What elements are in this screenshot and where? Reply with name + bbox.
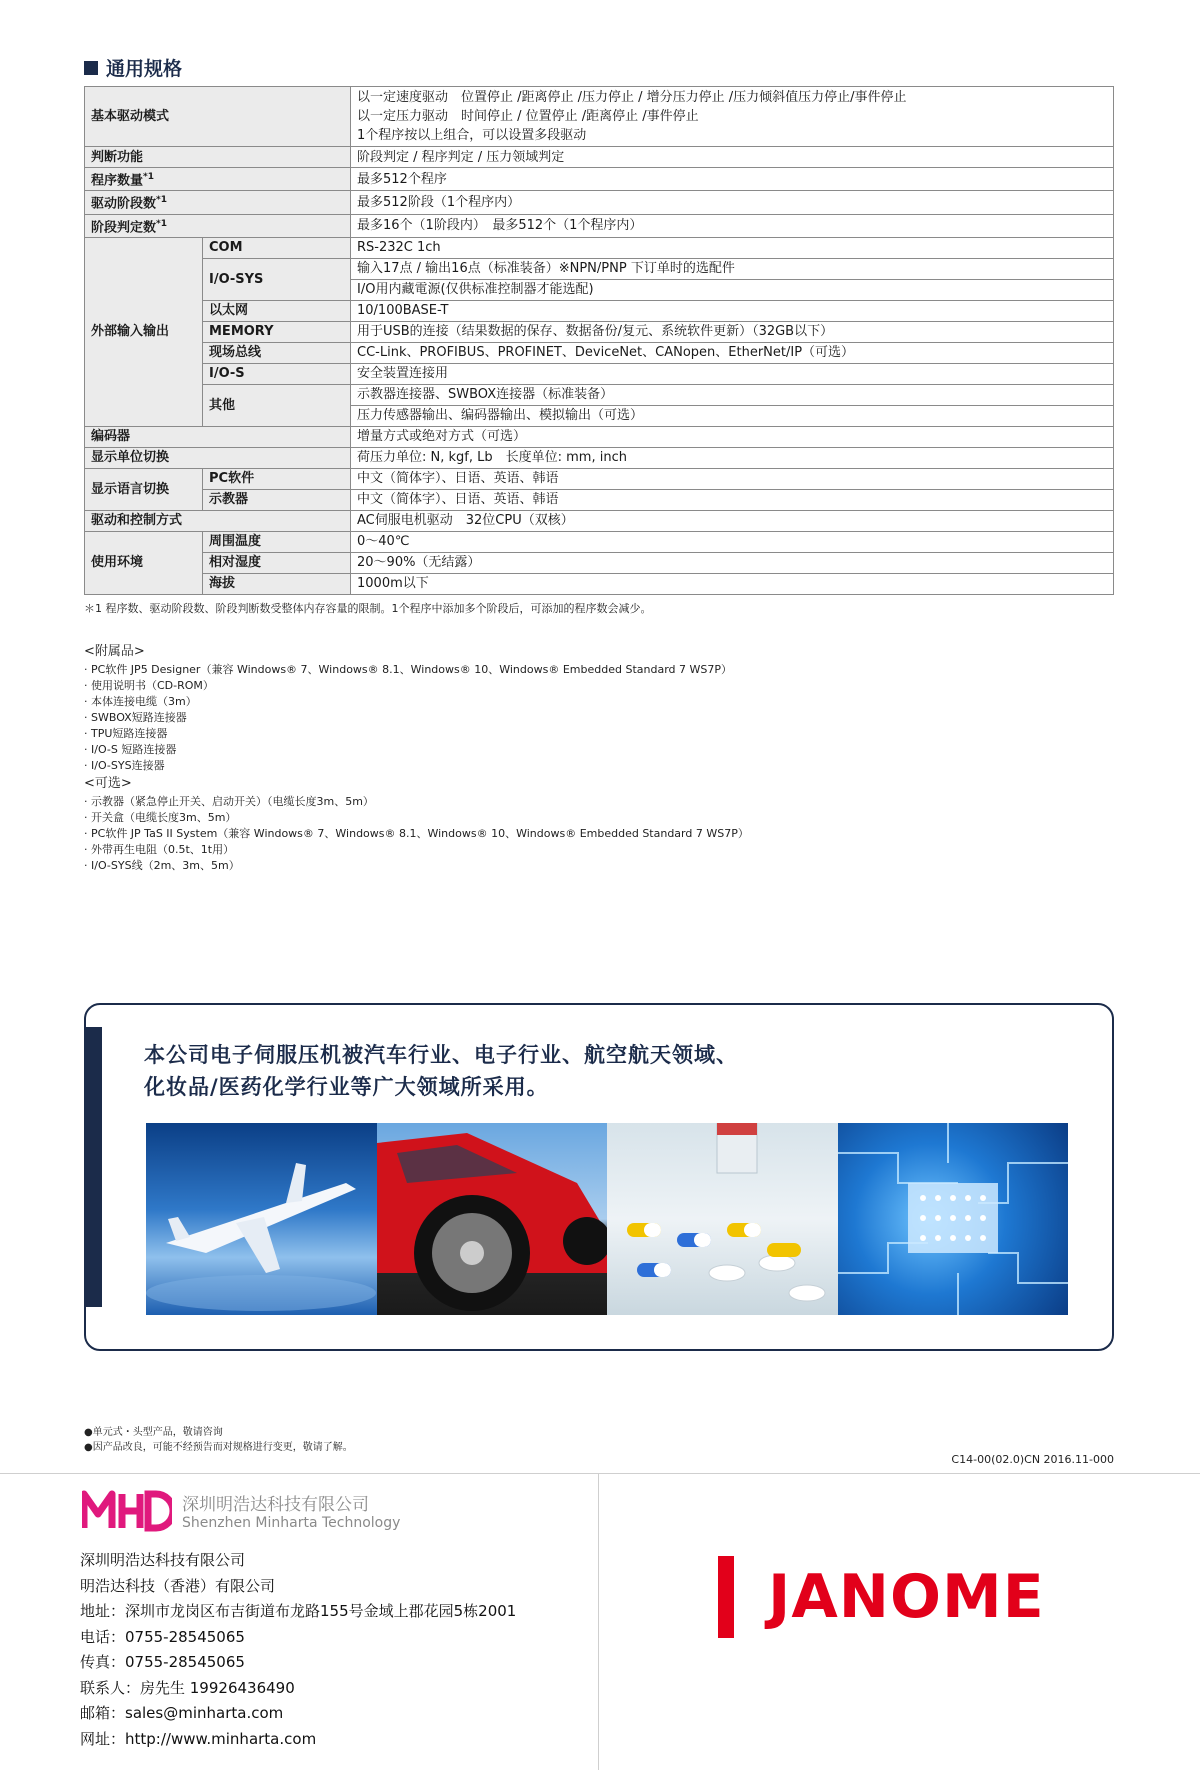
accessories-title: <附属品> xyxy=(84,644,145,659)
industry-headline xyxy=(144,1039,738,1103)
list-item: · 外带再生电阻（0.5t、1t用） xyxy=(84,842,749,858)
row-label xyxy=(85,214,351,237)
row-label: 编码器 xyxy=(85,426,351,447)
label-text: 驱动阶段数 xyxy=(91,196,157,212)
drive-mode-line: 1个程序按以上组合，可以设置多段驱动 xyxy=(357,128,587,143)
airplane-photo xyxy=(146,1123,377,1315)
list-item: · TPU短路连接器 xyxy=(84,726,749,742)
row-value: 1000m以下 xyxy=(351,573,1114,594)
list-item: · 使用说明书（CD-ROM） xyxy=(84,678,749,694)
contact-line: 地址：深圳市龙岗区布吉街道布龙路155号金域上郡花园5栋2001 xyxy=(80,1602,517,1620)
car-photo xyxy=(377,1123,608,1315)
sub-label: 现场总线 xyxy=(203,342,351,363)
row-value: RS-232C 1ch xyxy=(351,237,1114,258)
medicine-photo xyxy=(607,1123,838,1315)
table-row xyxy=(85,321,1114,342)
contact-line: 明浩达科技（香港）有限公司 xyxy=(80,1576,276,1595)
list-item: · PC软件 JP TaS II System（兼容 Windows® 7、Windows® 8.1、Windows® 10、Windows® Embedded Standard 7 WS7P） xyxy=(84,826,749,842)
options-list xyxy=(84,794,749,874)
row-label: 使用环境 xyxy=(85,531,203,594)
table-row xyxy=(85,573,1114,594)
list-item: · PC软件 JP5 Designer（兼容 Windows® 7、Windows® 8.1、Windows® 10、Windows® Embedded Standard 7 WS7P） xyxy=(84,662,749,678)
row-label xyxy=(85,191,351,214)
contact-line: 传真：0755-28545065 xyxy=(80,1653,245,1671)
list-item: · 示教器（紧急停止开关、启动开关）（电缆长度3m、5m） xyxy=(84,794,749,810)
drive-mode-line: 以一定速度驱动 位置停止 /距离停止 /压力停止 / 增分压力停止 /压力倾斜值压力停止/事件停止 xyxy=(357,90,907,105)
row-value: 安全装置连接用 xyxy=(351,363,1114,384)
company-name-en: Shenzhen Minharta Technology xyxy=(182,1514,401,1531)
row-value: 阶段判定 / 程序判定 / 压力领域判定 xyxy=(351,147,1114,168)
sub-label: 示教器 xyxy=(203,489,351,510)
notes xyxy=(84,1425,353,1455)
table-row xyxy=(85,510,1114,531)
industry-photo-strip xyxy=(146,1123,1068,1315)
accessories-list xyxy=(84,662,749,774)
row-value: 0～40℃ xyxy=(351,531,1114,552)
pills-icon xyxy=(607,1123,837,1315)
row-value: 中文（简体字）、日语、英语、韩语 xyxy=(351,468,1114,489)
circuit-photo xyxy=(838,1123,1069,1315)
table-row xyxy=(85,342,1114,363)
row-label: 基本驱动模式 xyxy=(85,87,351,147)
list-item: · 本体连接电缆（3m） xyxy=(84,694,749,710)
table-row xyxy=(85,214,1114,237)
footnote-mark: *1 xyxy=(156,195,167,206)
accent-bar xyxy=(86,1027,102,1307)
row-label: 判断功能 xyxy=(85,147,351,168)
section-title xyxy=(84,54,182,81)
contact-line: 电话：0755-28545065 xyxy=(80,1627,245,1646)
row-label: 外部输入输出 xyxy=(85,237,203,426)
table-row xyxy=(85,363,1114,384)
sub-label: COM xyxy=(203,237,351,258)
row-value: 增量方式或绝对方式（可选） xyxy=(351,426,1114,447)
list-item: · I/O-S 短路连接器 xyxy=(84,742,749,758)
table-row xyxy=(85,258,1114,279)
footer-divider-vertical xyxy=(598,1473,599,1770)
headline-line: 本公司电子伺服压机被汽车行业、电子行业、航空航天领域、 xyxy=(144,1043,738,1067)
table-row xyxy=(85,447,1114,468)
list-item: · 开关盒（电缆长度3m、5m） xyxy=(84,810,749,826)
table-row xyxy=(85,426,1114,447)
row-label: 显示单位切换 xyxy=(85,447,351,468)
table-row xyxy=(85,468,1114,489)
footer-divider xyxy=(0,1473,1200,1474)
note-line: ●单元式・头型产品，敬请咨询 xyxy=(84,1427,223,1438)
list-item: · I/O-SYS线（2m、3m、5m） xyxy=(84,858,749,874)
contact-block xyxy=(80,1548,516,1752)
sub-label: 相对湿度 xyxy=(203,552,351,573)
circuit-icon xyxy=(838,1123,1068,1315)
sub-label: 以太网 xyxy=(203,300,351,321)
row-value: CC-Link、PROFIBUS、PROFINET、DeviceNet、CANopen、EtherNet/IP（可选） xyxy=(351,342,1114,363)
row-value: AC伺服电机驱动 32位CPU（双核） xyxy=(351,510,1114,531)
table-row xyxy=(85,237,1114,258)
table-row xyxy=(85,489,1114,510)
row-value xyxy=(351,87,1114,147)
car-icon xyxy=(377,1123,607,1315)
row-value: 示教器连接器、SWBOX连接器（标准装备） xyxy=(351,384,1114,405)
sub-label: I/O-SYS xyxy=(203,258,351,300)
contact-line: 深圳明浩达科技有限公司 xyxy=(80,1551,246,1569)
headline-line: 化妆品/医药化学行业等广大领域所采用。 xyxy=(144,1075,549,1099)
row-value: 压力传感器输出、编码器输出、模拟输出（可选） xyxy=(351,405,1114,426)
table-row xyxy=(85,300,1114,321)
table-row xyxy=(85,552,1114,573)
section-title-text: 通用规格 xyxy=(106,58,183,80)
options-title: <可选> xyxy=(84,776,132,791)
row-value: 20～90%（无结露） xyxy=(351,552,1114,573)
footnote-mark: *1 xyxy=(143,172,154,182)
airplane-icon xyxy=(146,1123,376,1315)
contact-line: 联系人：房先生 19926436490 xyxy=(80,1678,295,1697)
mhd-company-name xyxy=(182,1490,400,1531)
sub-label: 其他 xyxy=(203,384,351,426)
table-row xyxy=(85,531,1114,552)
sub-label: 周围温度 xyxy=(203,531,351,552)
drive-mode-line: 以一定压力驱动 时间停止 / 位置停止 /距离停止 /事件停止 xyxy=(357,109,699,124)
row-value: 最多512阶段（1个程序内） xyxy=(351,191,1114,214)
row-value: 中文（简体字）、日语、英语、韩语 xyxy=(351,489,1114,510)
spec-table xyxy=(84,86,1114,595)
industry-panel xyxy=(84,1003,1114,1351)
contact-line: 网址：http://www.minharta.com xyxy=(80,1729,317,1748)
row-label xyxy=(85,168,351,191)
label-text: 阶段判定数 xyxy=(91,219,157,235)
company-name-cn: 深圳明浩达科技有限公司 xyxy=(182,1494,369,1515)
sub-label: 海拔 xyxy=(203,573,351,594)
table-footnote: ＊1 程序数、驱动阶段数、阶段判断数受整体内存容量的限制。1个程序中添加多个阶段后，可添加的程序数会减少。 xyxy=(84,602,652,615)
table-row xyxy=(85,191,1114,214)
row-value: 最多512个程序 xyxy=(351,168,1114,191)
mhd-logo xyxy=(82,1488,400,1532)
row-value: 输入17点 / 输出16点（标准装备）※NPN/PNP 下订单时的选配件 xyxy=(351,258,1114,279)
janome-logo-word: JANOME xyxy=(768,1562,1045,1632)
sub-label: I/O-S xyxy=(203,363,351,384)
table-row xyxy=(85,87,1114,147)
title-square-icon xyxy=(84,61,98,75)
row-value: 10/100BASE-T xyxy=(351,300,1114,321)
list-item: · I/O-SYS连接器 xyxy=(84,758,749,774)
row-value: 用于USB的连接（结果数据的保存、数据备份/复元、系统软件更新）（32GB以下） xyxy=(351,321,1114,342)
table-row xyxy=(85,168,1114,191)
row-label: 驱动和控制方式 xyxy=(85,510,351,531)
document-code: C14-00(02.0)CN 2016.11-000 xyxy=(951,1453,1114,1466)
sub-label: MEMORY xyxy=(203,321,351,342)
label-text: 程序数量 xyxy=(91,173,144,189)
table-row xyxy=(85,384,1114,405)
sub-label: PC软件 xyxy=(203,468,351,489)
mhd-logo-icon xyxy=(82,1488,172,1532)
accessory-lists xyxy=(84,642,749,874)
table-row xyxy=(85,147,1114,168)
note-line: ●因产品改良，可能不经预告而对规格进行变更，敬请了解。 xyxy=(84,1442,353,1453)
contact-line: 邮箱：sales@minharta.com xyxy=(80,1704,284,1722)
list-item: · SWBOX短路连接器 xyxy=(84,710,749,726)
footnote-mark: *1 xyxy=(156,218,167,229)
janome-logo-bar xyxy=(718,1556,734,1638)
row-value: 荷压力单位: N, kgf, Lb 长度单位: mm, inch xyxy=(351,447,1114,468)
janome-logo xyxy=(718,1556,1045,1638)
row-value: I/O用内藏電源(仅供标准控制器才能选配) xyxy=(351,279,1114,300)
row-value: 最多16个（1阶段内） 最多512个（1个程序内） xyxy=(351,214,1114,237)
row-label: 显示语言切换 xyxy=(85,468,203,510)
